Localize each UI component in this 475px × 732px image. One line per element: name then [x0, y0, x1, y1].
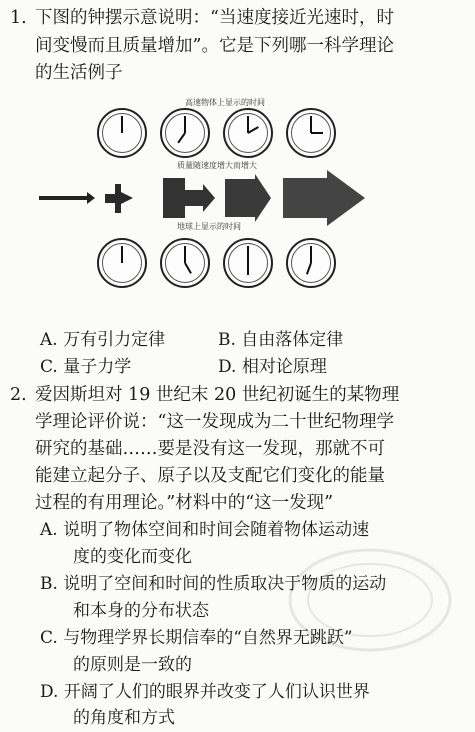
moving-clock-3 [223, 108, 273, 158]
faint-watermark [285, 540, 455, 660]
earth-clock-1 [97, 238, 147, 288]
q1-stem-line-3: 的生活例子 [35, 63, 123, 83]
earth-clock-2 [160, 238, 210, 288]
q1-number: 1. [10, 8, 27, 28]
earth-clock-3 [223, 238, 273, 288]
caption-earth-clock: 地球上显示的时间 [177, 222, 241, 231]
earth-clock-4 [286, 238, 336, 288]
q2-stem-line-3: 研究的基础……要是没有这一发现，那就不可 [35, 439, 385, 459]
q2-option-b-line-1[interactable]: B. 说明了空间和时间的性质取决于物质的运动 [40, 574, 387, 594]
q2-option-d-line-1[interactable]: D. 开阔了人们的眼界并改变了人们认识世界 [40, 682, 370, 702]
q1-option-a[interactable]: A. 万有引力定律 [40, 330, 166, 350]
q2-option-b-line-2[interactable]: 和本身的分布状态 [73, 601, 209, 621]
q2-option-c-line-2[interactable]: 的原则是一致的 [73, 655, 192, 675]
relativity-illustration [35, 98, 375, 308]
q1-option-c[interactable]: C. 量子力学 [40, 357, 132, 377]
q2-option-a-line-1[interactable]: A. 说明了物体空间和时间会随着物体运动速 [40, 520, 370, 540]
q2-stem-line-2: 学理论评价说：“这一发现成为二十世纪物理学 [35, 412, 394, 432]
q2-stem-line-5: 过程的有用理论。”材料中的“这一发现” [35, 493, 334, 513]
q1-option-d[interactable]: D. 相对论原理 [218, 357, 327, 377]
caption-mass-increase: 质量随速度增大而增大 [177, 161, 257, 170]
caption-moving-clock: 高速物体上显示的时间 [185, 98, 265, 107]
q1-option-b[interactable]: B. 自由落体定律 [218, 330, 344, 350]
q2-stem-line-1: 爱因斯坦对 19 世纪末 20 世纪初诞生的某物理 [35, 385, 400, 405]
growing-arrow-graphic [35, 170, 375, 230]
q2-option-a-line-2[interactable]: 度的变化而变化 [73, 547, 192, 567]
q2-stem-line-4: 能建立起分子、原子以及支配它们变化的能量 [35, 466, 385, 486]
q2-option-c-line-1[interactable]: C. 与物理学界长期信奉的“自然界无跳跃” [40, 628, 353, 648]
q1-stem-line-1: 下图的钟摆示意说明：“当速度接近光速时，时 [35, 8, 394, 28]
q1-stem-line-2: 间变慢而且质量增加”。它是下列哪一科学理论 [35, 36, 394, 56]
moving-clock-4 [286, 108, 336, 158]
q2-option-d-line-2[interactable]: 的角度和方式 [73, 708, 175, 728]
moving-clock-2 [160, 108, 210, 158]
moving-clock-1 [97, 108, 147, 158]
q2-number: 2. [10, 385, 27, 405]
